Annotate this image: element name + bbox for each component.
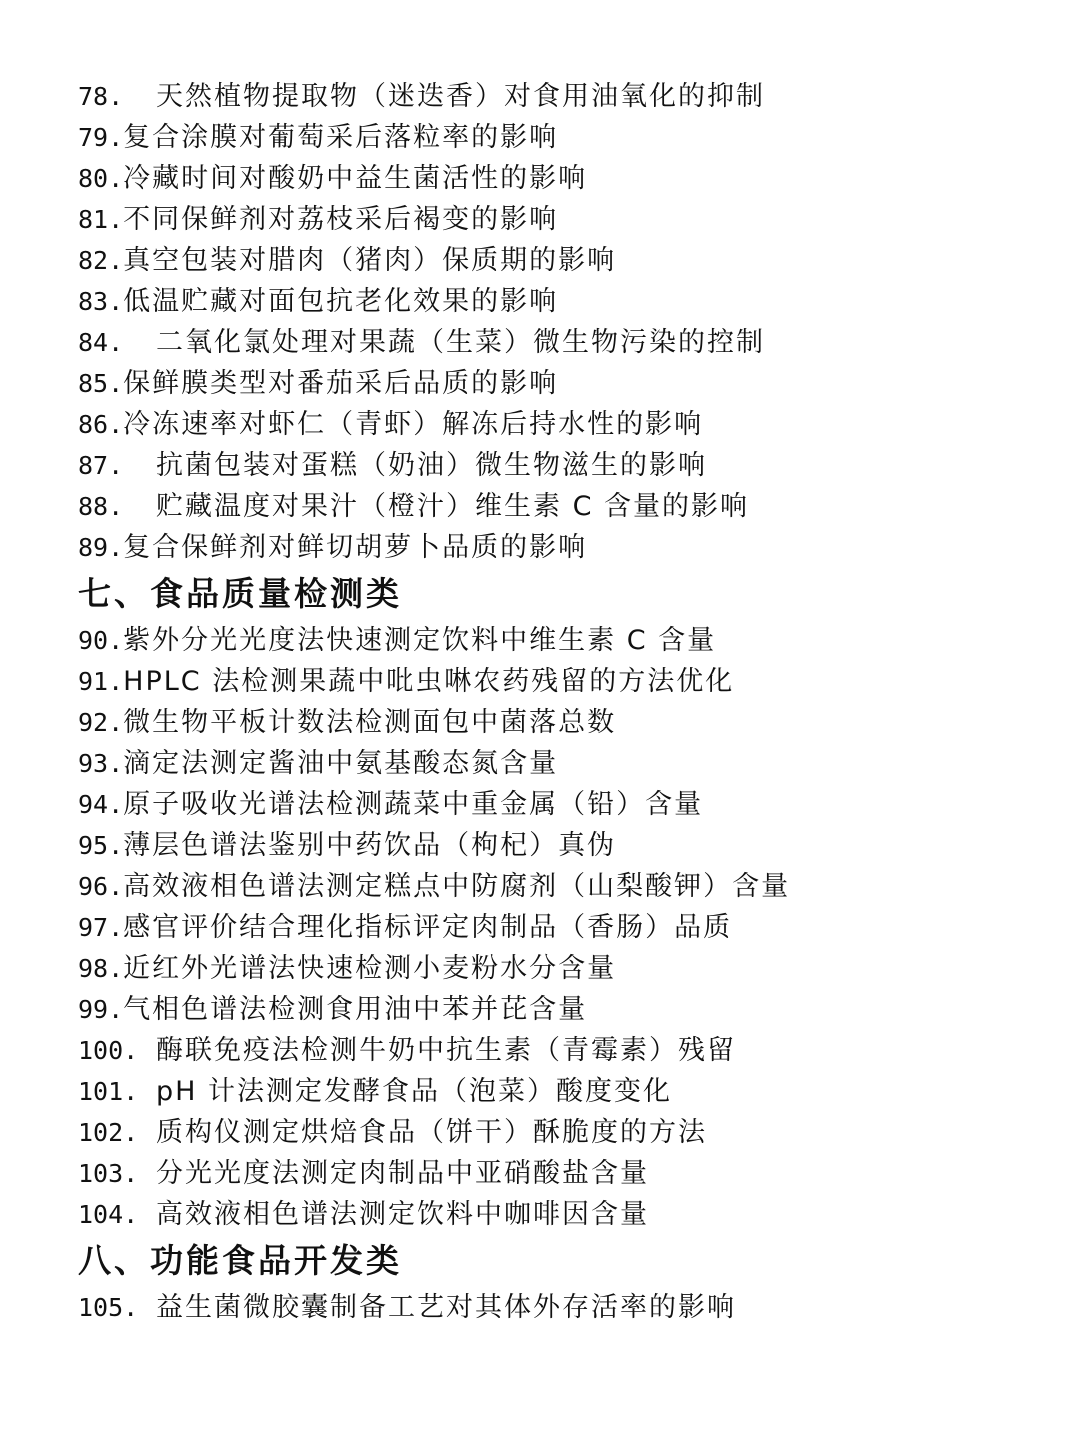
item-number: 104. bbox=[78, 1200, 139, 1229]
item-number: 100. bbox=[78, 1036, 139, 1065]
item-number: 89. bbox=[78, 533, 124, 562]
item-title: 复合涂膜对葡萄采后落粒率的影响 bbox=[123, 122, 559, 153]
item-title: 高效液相色谱法测定饮料中咖啡因含量 bbox=[156, 1199, 649, 1230]
item-number: 96. bbox=[78, 872, 124, 901]
list-item bbox=[78, 404, 1058, 445]
item-title: 保鲜膜类型对番茄采后品质的影响 bbox=[123, 368, 559, 399]
item-number: 92. bbox=[78, 708, 124, 737]
list-item bbox=[78, 1112, 1058, 1153]
item-number: 80. bbox=[78, 164, 124, 193]
list-item bbox=[78, 1071, 1058, 1112]
list-item bbox=[78, 199, 1058, 240]
item-title: 冷冻速率对虾仁（青虾）解冻后持水性的影响 bbox=[123, 409, 704, 440]
list-item bbox=[78, 1030, 1058, 1071]
list-item bbox=[78, 661, 1058, 702]
item-number: 94. bbox=[78, 790, 124, 819]
item-number: 90. bbox=[78, 626, 124, 655]
item-title: 酶联免疫法检测牛奶中抗生素（青霉素）残留 bbox=[156, 1035, 736, 1066]
item-number: 78. bbox=[78, 82, 124, 111]
item-title: 薄层色谱法鉴别中药饮品（枸杞）真伪 bbox=[123, 830, 617, 861]
list-item bbox=[78, 363, 1058, 404]
item-number: 95. bbox=[78, 831, 124, 860]
list-item bbox=[78, 702, 1058, 743]
list-item bbox=[78, 158, 1058, 199]
item-number: 98. bbox=[78, 954, 124, 983]
list-item bbox=[78, 1287, 1058, 1328]
list-item bbox=[78, 825, 1058, 866]
item-number: 97. bbox=[78, 913, 124, 942]
list-item bbox=[78, 322, 1058, 363]
list-item bbox=[78, 620, 1058, 661]
list-item bbox=[78, 743, 1058, 784]
item-title: 不同保鲜剂对荔枝采后褐变的影响 bbox=[123, 204, 559, 235]
item-title: 近红外光谱法快速检测小麦粉水分含量 bbox=[123, 953, 617, 984]
item-title: HPLC 法检测果蔬中吡虫啉农药残留的方法优化 bbox=[123, 666, 735, 697]
item-title: 真空包装对腊肉（猪肉）保质期的影响 bbox=[123, 245, 617, 276]
section-heading: 七、食品质量检测类 bbox=[78, 574, 402, 613]
item-title: 二氧化氯处理对果蔬（生菜）微生物污染的控制 bbox=[156, 327, 765, 358]
item-title: 复合保鲜剂对鲜切胡萝卜品质的影响 bbox=[123, 532, 588, 563]
item-number: 105. bbox=[78, 1293, 139, 1322]
list-item bbox=[78, 76, 1058, 117]
list-item bbox=[78, 445, 1058, 486]
item-number: 86. bbox=[78, 410, 124, 439]
item-title: 紫外分光光度法快速测定饮料中维生素 C 含量 bbox=[123, 625, 717, 656]
item-number: 83. bbox=[78, 287, 124, 316]
item-number: 99. bbox=[78, 995, 124, 1024]
item-number: 93. bbox=[78, 749, 124, 778]
document-page bbox=[78, 76, 1058, 1328]
item-number: 81. bbox=[78, 205, 124, 234]
list-item bbox=[78, 784, 1058, 825]
item-title: 贮藏温度对果汁（橙汁）维生素 C 含量的影响 bbox=[156, 491, 750, 522]
item-title: 益生菌微胶囊制备工艺对其体外存活率的影响 bbox=[156, 1292, 736, 1323]
list-item bbox=[78, 866, 1058, 907]
item-number: 101. bbox=[78, 1077, 139, 1106]
item-title: 原子吸收光谱法检测蔬菜中重金属（铅）含量 bbox=[123, 789, 704, 820]
item-title: 滴定法测定酱油中氨基酸态氮含量 bbox=[123, 748, 559, 779]
list-item bbox=[78, 907, 1058, 948]
item-number: 91. bbox=[78, 667, 124, 696]
section-heading: 八、功能食品开发类 bbox=[78, 1241, 402, 1280]
item-title: 冷藏时间对酸奶中益生菌活性的影响 bbox=[123, 163, 588, 194]
item-title: 微生物平板计数法检测面包中菌落总数 bbox=[123, 707, 617, 738]
item-title: 分光光度法测定肉制品中亚硝酸盐含量 bbox=[156, 1158, 649, 1189]
item-title: 天然植物提取物（迷迭香）对食用油氧化的抑制 bbox=[156, 81, 765, 112]
item-number: 85. bbox=[78, 369, 124, 398]
item-number: 79. bbox=[78, 123, 124, 152]
list-item bbox=[78, 1194, 1058, 1235]
list-item bbox=[78, 989, 1058, 1030]
list-item bbox=[78, 486, 1058, 527]
item-title: pH 计法测定发酵食品（泡菜）酸度变化 bbox=[156, 1076, 673, 1107]
item-number: 87. bbox=[78, 451, 124, 480]
item-title: 抗菌包装对蛋糕（奶油）微生物滋生的影响 bbox=[156, 450, 707, 481]
item-number: 82. bbox=[78, 246, 124, 275]
list-item bbox=[78, 240, 1058, 281]
list-item bbox=[78, 1153, 1058, 1194]
list-item bbox=[78, 948, 1058, 989]
item-title: 感官评价结合理化指标评定肉制品（香肠）品质 bbox=[123, 912, 733, 943]
item-number: 102. bbox=[78, 1118, 139, 1147]
item-title: 质构仪测定烘焙食品（饼干）酥脆度的方法 bbox=[156, 1117, 707, 1148]
item-title: 气相色谱法检测食用油中苯并芘含量 bbox=[123, 994, 588, 1025]
item-title: 低温贮藏对面包抗老化效果的影响 bbox=[123, 286, 559, 317]
list-item bbox=[78, 117, 1058, 158]
list-item bbox=[78, 527, 1058, 568]
item-number: 88. bbox=[78, 492, 124, 521]
item-number: 84. bbox=[78, 328, 124, 357]
item-number: 103. bbox=[78, 1159, 139, 1188]
item-title: 高效液相色谱法测定糕点中防腐剂（山梨酸钾）含量 bbox=[123, 871, 791, 902]
list-item bbox=[78, 281, 1058, 322]
